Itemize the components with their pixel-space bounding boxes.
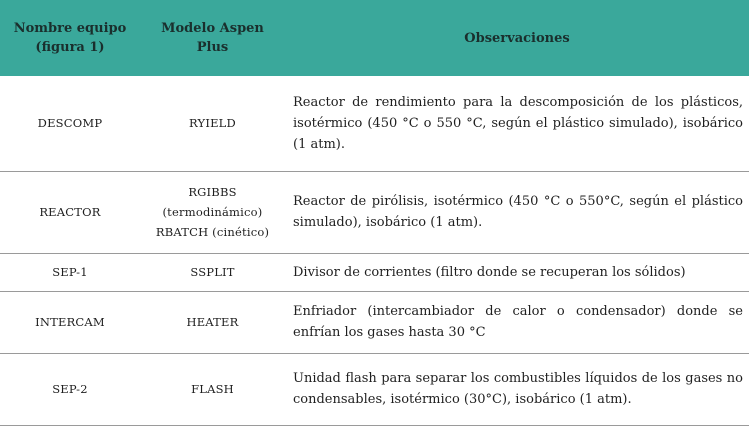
aspen-model-line: FLASH	[191, 382, 234, 396]
aspen-model-line: SSPLIT	[190, 265, 235, 279]
aspen-model-cell	[140, 171, 285, 253]
aspen-model-line: HEATER	[186, 315, 239, 329]
aspen-model-line: RGIBBS	[188, 185, 237, 199]
table-row	[0, 76, 749, 171]
equipment-name-cell: DESCOMP	[0, 76, 140, 171]
aspen-model-line: RYIELD	[189, 116, 236, 131]
header-observations: Observaciones	[464, 30, 570, 46]
table-row	[0, 353, 749, 425]
aspen-model-line: RBATCH (cinético)	[155, 225, 270, 239]
header-row	[0, 0, 749, 76]
observation-cell: Reactor de pirólisis, isotérmico (450 °C o 550°C, según el plástico simulado), isobárico (1 atm).	[285, 171, 749, 253]
equipment-name-cell: REACTOR	[0, 171, 140, 253]
equipment-name-cell: SEP-1	[0, 253, 140, 291]
observation-cell: Unidad flash para separar los combustibles líquidos de los gases no condensables, isotérmico (30°C), isobárico (1 atm).	[285, 353, 749, 425]
observation-cell: Divisor de corrientes (filtro donde se recuperan los sólidos)	[285, 253, 749, 291]
observation-cell: Reactor de rendimiento para la descomposición de los plásticos, isotérmico (450 °C o 550 °C, según el plástico simulado), isobárico (1 atm).	[285, 76, 749, 171]
aspen-model-cell	[140, 291, 285, 353]
table-row	[0, 291, 749, 353]
observation-cell: Enfriador (intercambiador de calor o condensador) donde se enfrían los gases hasta 30 °C	[285, 291, 749, 353]
equipment-name-cell: INTERCAM	[0, 291, 140, 353]
table-header	[0, 0, 749, 76]
equipment-name-cell: SEP-2	[0, 353, 140, 425]
aspen-model-cell	[140, 76, 285, 171]
table-row	[0, 253, 749, 291]
aspen-model-line: (termodinámico)	[162, 205, 263, 219]
aspen-model-cell	[140, 253, 285, 291]
header-aspen-model: Modelo Aspen Plus	[161, 21, 264, 55]
table-row	[0, 171, 749, 253]
aspen-model-cell	[140, 353, 285, 425]
table-body	[0, 76, 749, 425]
header-equipment-name: Nombre equipo (figura 1)	[13, 21, 127, 55]
